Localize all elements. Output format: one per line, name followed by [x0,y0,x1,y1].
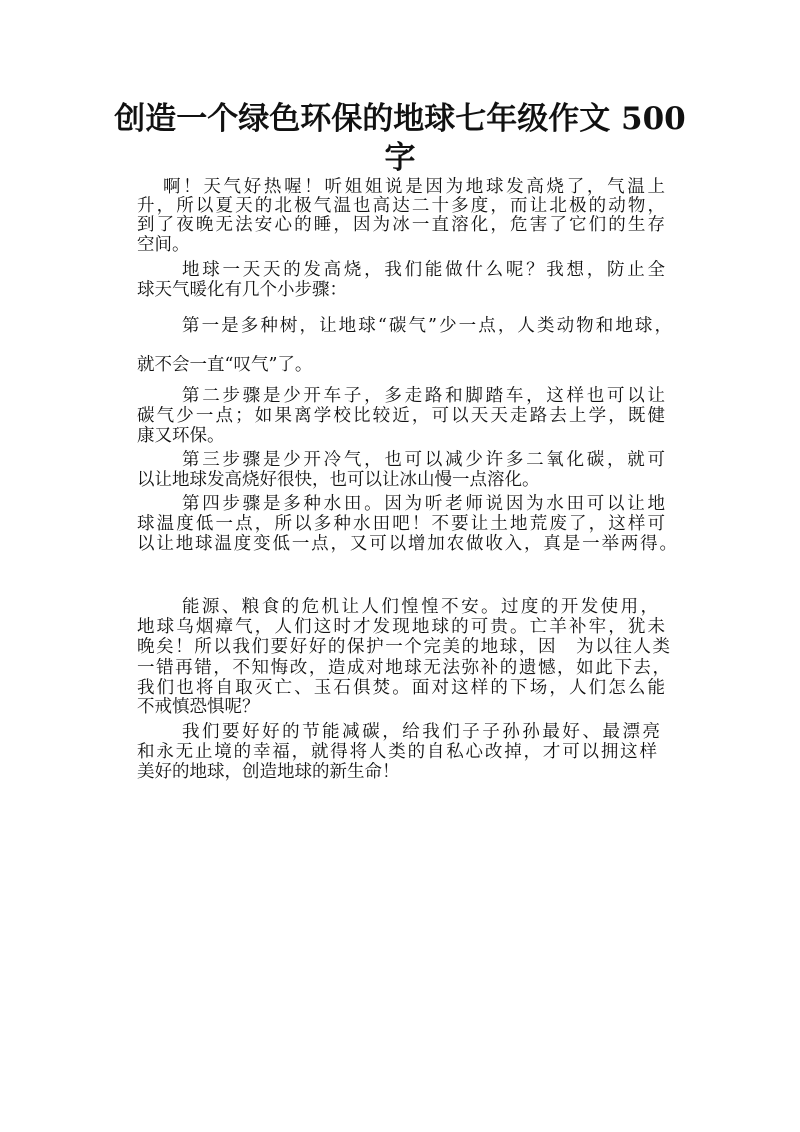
text-line: 球天气暖化有几个小步骤： [137,280,347,300]
text-line: 晚矣！所以我们要好好的保护一个完美的地球，因 为以往人类 [137,637,670,657]
text-line: 和永无止境的幸福，就得将人类的自私心改掉，才可以拥这样 [137,742,657,762]
text-line: 升，所以夏天的北极气温也高达二十多度，而让北极的动物， [137,196,665,216]
text-line: 球温度低一点，所以多种水田吧！不要让土地荒废了，这样可 [137,514,665,534]
text-line: 碳气少一点；如果离学校比较近，可以天天走路去上学，既健 [137,406,665,426]
text-line: 第二步骤是少开车子，多走路和脚踏车，这样也可以让 [182,386,665,406]
text-line: 到了夜晚无法安心的睡，因为冰一直溶化，危害了它们的生存 [137,215,665,235]
text-line: 就不会一直“叹气”了。 [137,355,313,375]
text-line: 第一是多种树，让地球“碳气”少一点，人类动物和地球， [182,316,672,336]
text-line: 以让地球发高烧好很快，也可以让冰山慢一点溶化。 [137,470,540,490]
document-title-line-1: 创造一个绿色环保的地球七年级作文 500 [114,101,686,137]
text-line: 以让地球温度变低一点，又可以增加农做收入，真是一举两得。 [137,534,677,554]
watermark: www.zhwenku.com [190,554,673,598]
text-line: 空间。 [137,235,190,255]
text-line: 我们要好好的节能减碳，给我们子子孙孙最好、最漂亮 [182,722,660,742]
text-line: 地球乌烟瘴气，人们这时才发现地球的可贵。亡羊补牢，犹未 [137,617,665,637]
text-line: 第四步骤是多种水田。因为听老师说因为水田可以让地 [182,494,665,514]
text-line: 美好的地球，创造地球的新生命！ [137,762,400,782]
text-line: 康又环保。 [137,426,225,446]
text-line: 不戒慎恐惧呢？ [137,697,260,717]
text-line: 第三步骤是少开冷气，也可以减少许多二氧化碳，就可 [182,450,665,470]
text-line: 能源、粮食的危机让人们惶惶不安。过度的开发使用， [182,597,658,617]
text-line: 我们也将自取灭亡、玉石俱焚。面对这样的下场，人们怎么能 [137,678,665,698]
text-line: 啊！天气好热喔！听姐姐说是因为地球发高烧了，气温上 [163,177,665,197]
text-line: 一错再错，不知悔改，造成对地球无法弥补的遗憾，如此下去， [137,658,670,678]
text-line: 地球一天天的发高烧，我们能做什么呢？我想，防止全 [182,260,665,280]
document-title-line-2: 字 [384,140,416,176]
